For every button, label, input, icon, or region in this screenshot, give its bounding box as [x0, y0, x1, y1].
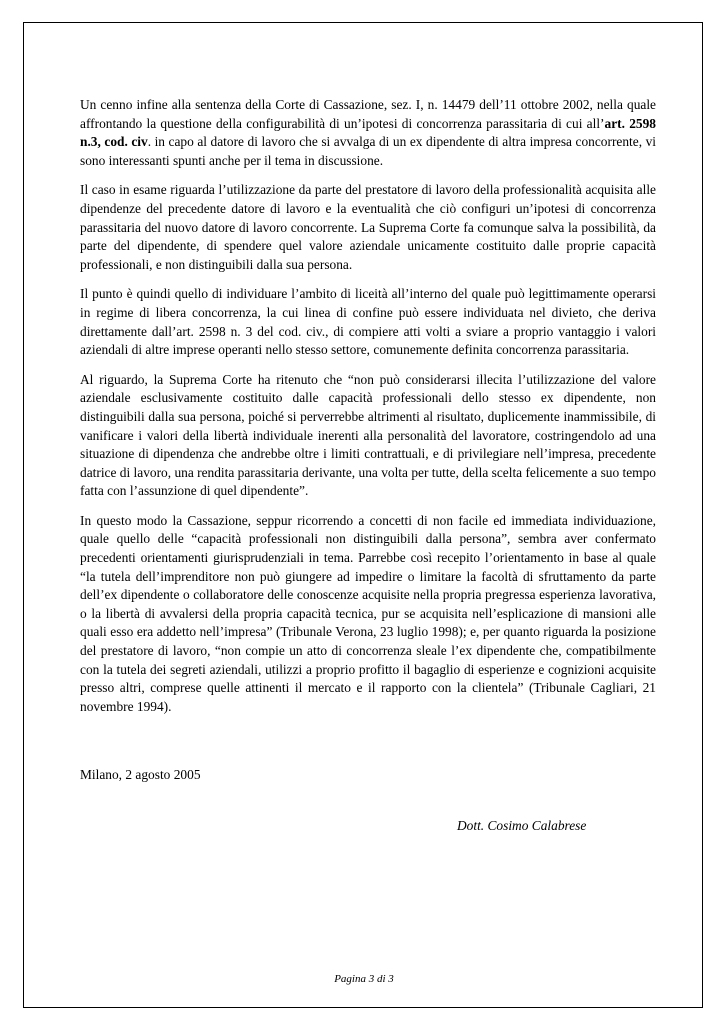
page-word: Pagina — [334, 973, 366, 985]
paragraph-4: Al riguardo, la Suprema Corte ha ritenuto che “non può considerarsi illecita l’utilizzazione del valore aziendale esclusivamente costituito dalle capacità professionali dello stesso ex dipendente, non distinguibili dalla sua persona, poiché si perverrebbe altrimenti al risultato, duplicemente inammissibile, di vanificare i valori della libertà individuale inerenti alla personalità del lavoratore, costringendolo ad una situazione di dipendenza che andrebbe oltre i limiti contrattuali, e di privilegiare nell’impresa, precedente datrice di lavoro, una rendita parassitaria derivante, una volta per tutte, della scelta felicemente a suo tempo fatta con l’assunzione di quel dipendente”. — [80, 371, 656, 499]
paragraph-2: Il caso in esame riguarda l’utilizzazione da parte del prestatore di lavoro della professionalità acquisita alle dipendenze del precedente datore di lavoro e la eventualità che ciò configuri un’ipotesi di concorrenza parassitaria del nuovo datore di lavoro concorrente. La Suprema Corte fa comunque salva la possibilità, da parte del dipendente, di spendere quel valore aziendale unicamente costituito dalle proprie capacità professionali, e non distinguibili dalla sua persona. — [80, 182, 656, 272]
paragraph-1-text-end: . in capo al datore di lavoro che si avvalga di un ex dipendente di altra impresa concorrente, vi sono interessanti spunti anche per il tema in discussione. — [80, 134, 656, 168]
paragraph-5: In questo modo la Cassazione, seppur ricorrendo a concetti di non facile ed immediata individuazione, quale quello delle “capacità professionali non distinguibili dalla persona”, sembra aver confermato precedenti orientamenti giurisprudenziali in tema. Parrebbe così recepito l’orientamento in base al quale “la tutela dell’imprenditore non può giungere ad impedire o limitare la facoltà di sfruttamento da parte dell’ex dipendente o collaboratore delle conoscenze acquisite nella propria pregressa esperienza lavorativa, o la libertà di avvalersi della propria capacità tecnica, pur se acquisita nell’esplicazione di mansioni alle quali esso era addetto nell’impresa” (Tribunale Verona, 23 luglio 1998); e, per quanto riguarda la posizione del prestatore di lavoro, “non compie un atto di concorrenza sleale l’ex dipendente che, compatibilmente con la tutela dei segreti aziendali, utilizzi a proprio profitto il bagaglio di esperienze e cognizioni acquisite presso altri, comprese quelle attinenti il mercato e il rapporto con la clientela” (Tribunale Cagliari, 21 novembre 1994). — [80, 512, 656, 714]
document-body — [80, 96, 656, 716]
page-footer — [0, 973, 728, 985]
total-pages-number: 3 — [388, 973, 394, 985]
signature: Dott. Cosimo Calabrese — [457, 818, 587, 833]
place-date: Milano, 2 agosto 2005 — [80, 767, 201, 782]
statute-reference: art. 2598 n.3, cod. civ — [80, 115, 656, 150]
paragraph-1 — [80, 96, 656, 170]
current-page-number: 3 — [368, 973, 375, 985]
paragraph-3: Il punto è quindi quello di individuare l’ambito di liceità all’interno del quale può legittimamente operarsi in regime di libera concorrenza, la cui linea di confine può essere individuata nel divieto, che deriva direttamente dall’art. 2598 n. 3 del cod. civ., di compiere atti volti a sviare a proprio vantaggio i valori aziendali di altre imprese operanti nello stesso settore, comunemente definita concorrenza parassitaria. — [80, 286, 656, 358]
of-word: di — [376, 973, 386, 985]
paragraph-1-text: Un cenno infine alla sentenza della Corte di Cassazione, sez. I, n. 14479 dell’11 ottobre 2002, nella quale affrontando la questione della configurabilità di un’ipotesi di concorrenza parassitaria di cui all’ — [80, 97, 656, 131]
